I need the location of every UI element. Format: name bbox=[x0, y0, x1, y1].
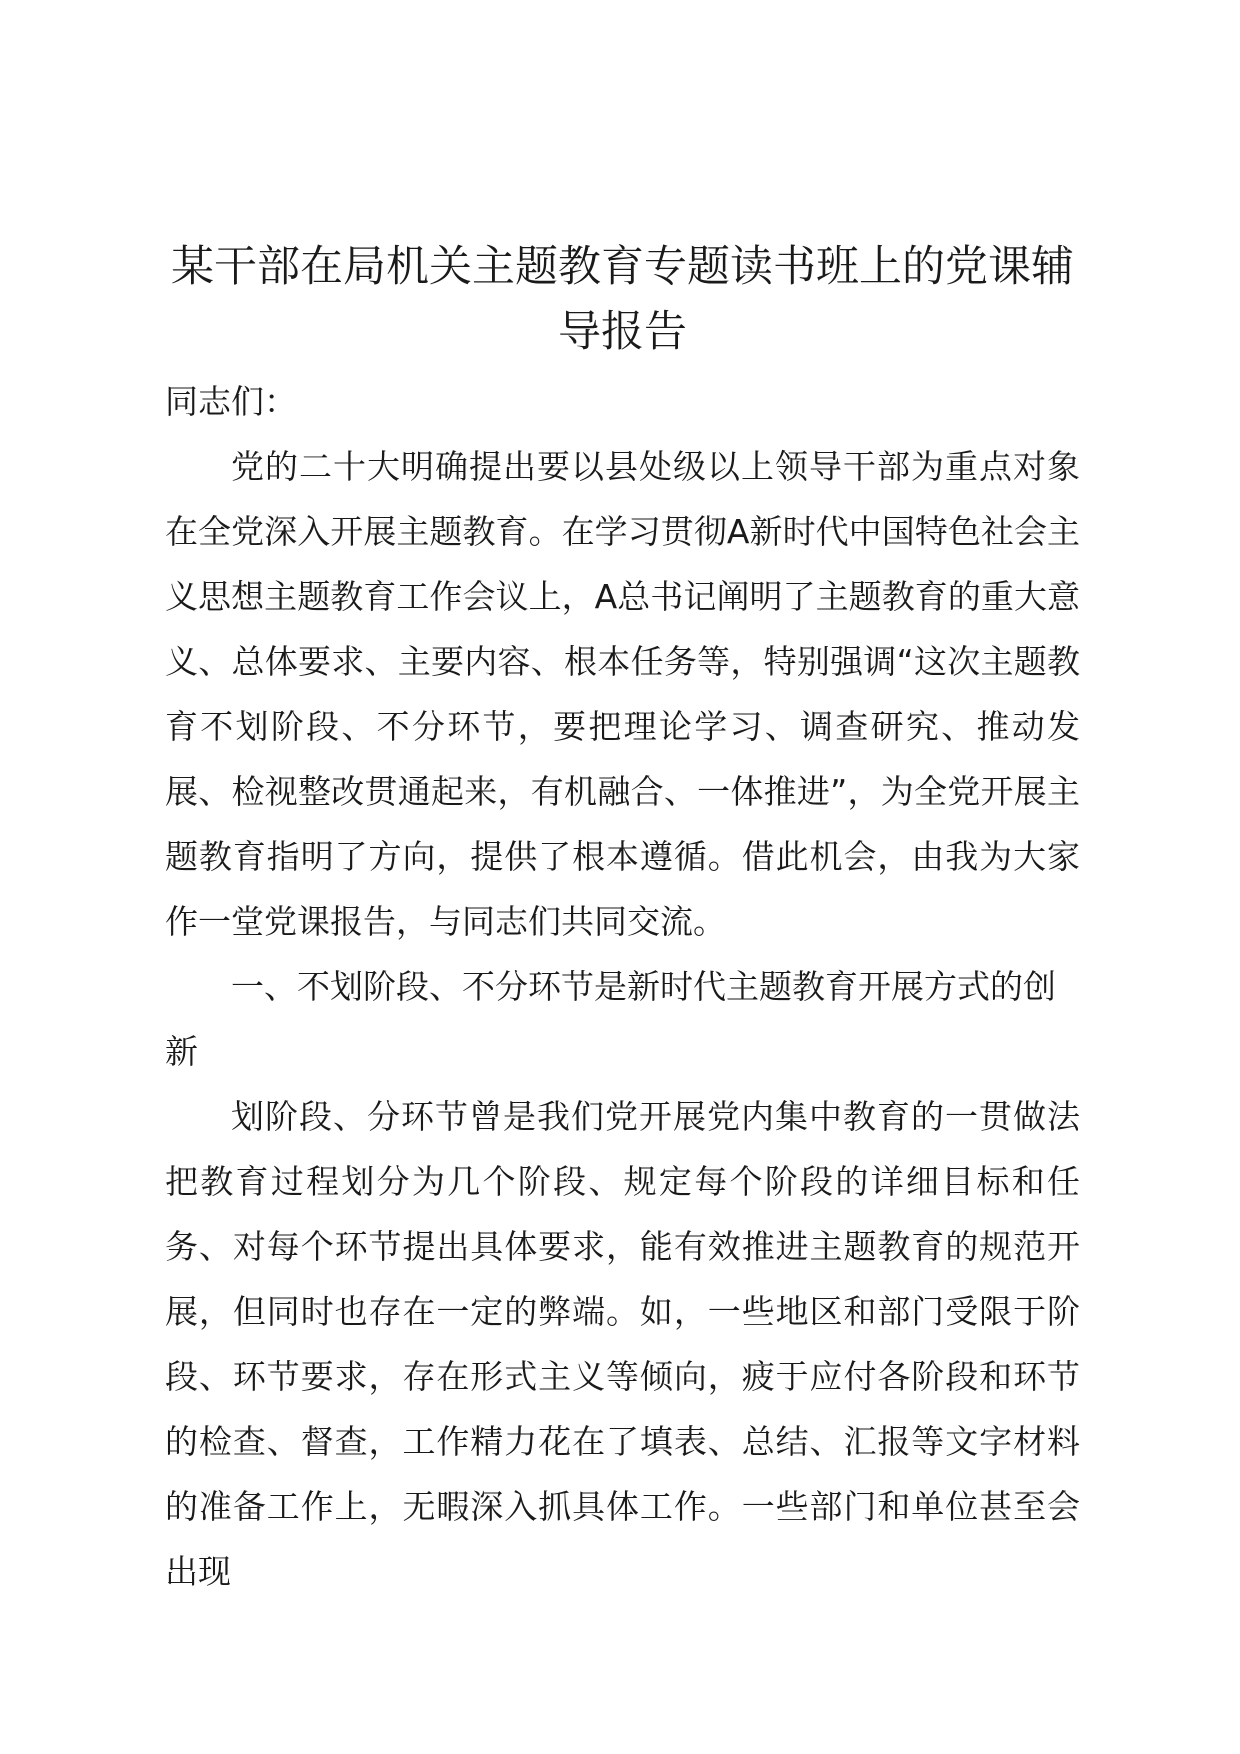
document-page bbox=[165, 235, 1080, 1604]
section-heading-1: 一、不划阶段、不分环节是新时代主题教育开展方式的创新 bbox=[165, 967, 1056, 1071]
paragraph-section-1: 划阶段、分环节曾是我们党开展党内集中教育的一贯做法把教育过程划分为几个阶段、规定每个阶段的详细目标和任务、对每个环节提出具体要求，能有效推进主题教育的规范开展，但同时也存在一定的弊端。如，一些地区和部门受限于阶段、环节要求，存在形式主义等倾向，疲于应付各阶段和环节的检查、督查，工作精力花在了填表、总结、汇报等文字材料的准备工作上，无暇深入抓具体工作。一些部门和单位甚至会出现 bbox=[165, 1097, 1080, 1591]
document-body bbox=[165, 369, 1080, 1604]
document-title: 某干部在局机关主题教育专题读书班上的党课辅导报告 bbox=[171, 242, 1074, 357]
salutation: 同志们： bbox=[165, 382, 297, 421]
paragraph-intro: 党的二十大明确提出要以县处级以上领导干部为重点对象在全党深入开展主题教育。在学习贯彻A新时代中国特色社会主义思想主题教育工作会议上，A总书记阐明了主题教育的重大意义、总体要求、主要内容、根本任务等，特别强调“这次主题教育不划阶段、不分环节，要把理论学习、调查研究、推动发展、检视整改贯通起来，有机融合、一体推进”，为全党开展主题教育指明了方向，提供了根本遵循。借此机会，由我为大家作一堂党课报告，与同志们共同交流。 bbox=[165, 447, 1080, 941]
